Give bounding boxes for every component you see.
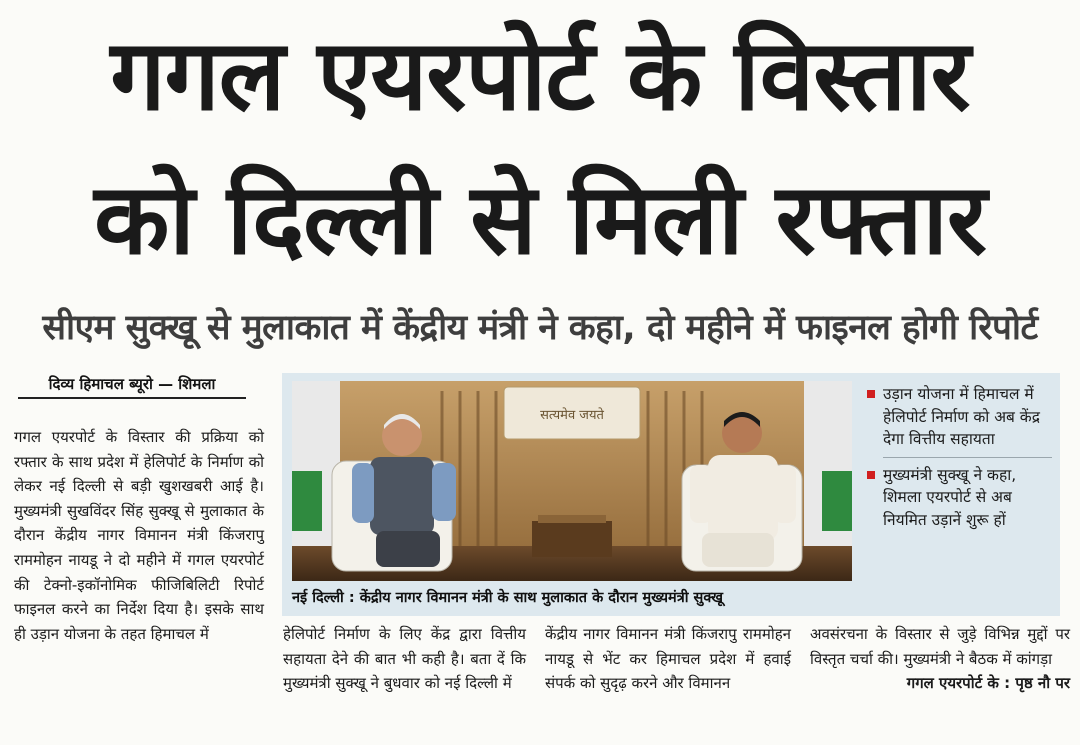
body-column-3 bbox=[545, 622, 791, 696]
body-column-2 bbox=[283, 622, 526, 696]
highlight-text: मुख्यमंत्री सुक्खू ने कहा, शिमला एयरपोर्ट से अब नियमित उड़ानें शुरू हों bbox=[883, 465, 1017, 529]
body-text: हेलिपोर्ट निर्माण के लिए केंद्र द्वारा वित्तीय सहायता देने की बात भी कही है। बता दें कि मुख्यमंत्री सुक्खू ने बुधवार को नई दिल्ली में bbox=[283, 625, 526, 693]
news-photo bbox=[292, 381, 852, 581]
highlight-text: उड़ान योजना में हिमाचल में हेलिपोर्ट निर्माण को अब केंद्र देगा वित्तीय सहायता bbox=[883, 385, 1040, 448]
meeting-photo-illustration bbox=[292, 381, 852, 581]
photo-caption: नई दिल्ली : केंद्रीय नागर विमानन मंत्री के साथ मुलाकात के दौरान मुख्यमंत्री सुक्खू bbox=[292, 590, 724, 606]
divider bbox=[883, 457, 1052, 458]
byline: दिव्य हिमाचल ब्यूरो — शिमला bbox=[18, 371, 246, 399]
body-text: केंद्रीय नागर विमानन मंत्री किंजरापु राममोहन नायडू से भेंट कर हिमाचल प्रदेश में हवाई संपर्क को सुदृढ़ करने और विमानन bbox=[545, 625, 791, 693]
body-text: गगल एयरपोर्ट के विस्तार की प्रक्रिया को रफ्तार के साथ प्रदेश में हेलिपोर्ट के निर्माण को लेकर नई दिल्ली से बड़ी खुशखबरी आई है। मुख्यमंत्री सुखविंदर सिंह सुक्खू से मुलाकात के दौरान केंद्रीय नागर विमानन मंत्री किंजरापु राममोहन नायडू ने दो महीने में गगल एयरपोर्ट की टेक्नो-इकॉनोमिक फीजिबिलिटी रिपोर्ट फाइनल करने का निर्देश दिया है। इसके साथ ही उड़ान योजना के तहत हिमाचल में bbox=[14, 428, 264, 643]
body-column-4 bbox=[810, 622, 1070, 696]
body-text: अवसंरचना के विस्तार से जुड़े विभिन्न मुद्दों पर विस्तृत चर्चा की। मुख्यमंत्री ने बैठक में कांगड़ा bbox=[810, 625, 1070, 668]
highlight-item bbox=[867, 464, 1052, 532]
square-bullet-icon bbox=[867, 390, 875, 398]
headline-line-1: गगल एयरपोर्ट के विस्तार bbox=[110, 19, 970, 133]
highlights-box bbox=[867, 383, 1052, 531]
photo-panel bbox=[282, 373, 1060, 616]
highlight-item bbox=[867, 383, 1052, 451]
continued-on-page-note: गगल एयरपोर्ट के : पृष्ठ नौ पर bbox=[906, 674, 1070, 693]
emblem-text: सत्यमेव जयते bbox=[540, 408, 604, 423]
headline-line-2: को दिल्ली से मिली रफ्तार bbox=[94, 163, 986, 277]
body-column-1 bbox=[14, 425, 264, 646]
sub-headline: सीएम सुक्खू से मुलाकात में केंद्रीय मंत्री ने कहा, दो महीने में फाइनल होगी रिपोर्ट bbox=[42, 308, 1038, 348]
square-bullet-icon bbox=[867, 471, 875, 479]
